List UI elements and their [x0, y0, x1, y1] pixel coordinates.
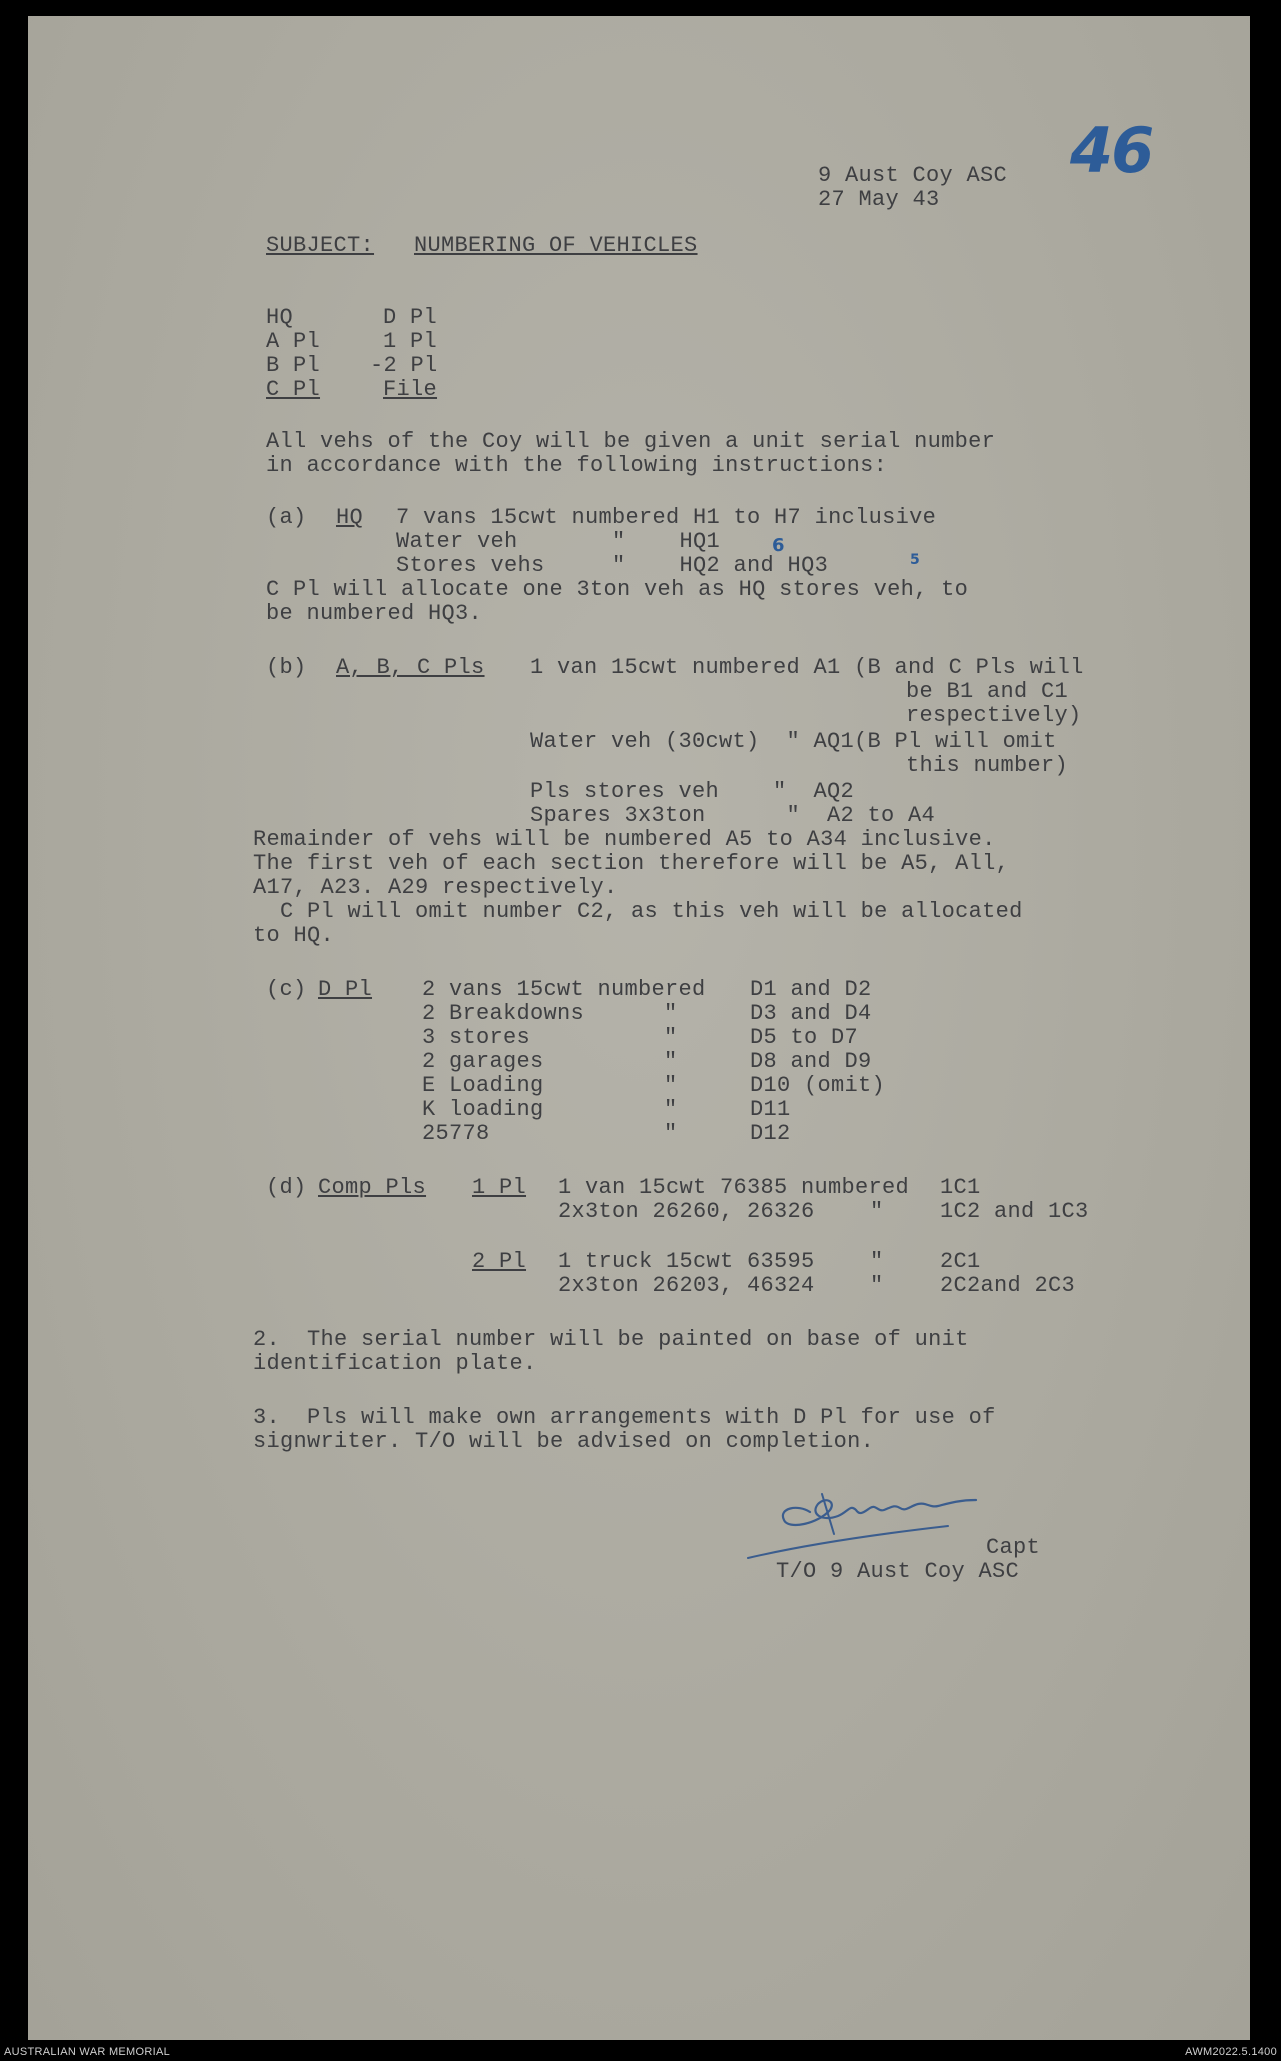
vehicle-item: E Loading [422, 1073, 544, 1098]
section-unit: HQ [336, 505, 364, 530]
distribution-left: C Pl [266, 377, 321, 402]
ditto-mark: " [870, 1199, 884, 1224]
section-note: Remainder of vehs will be numbered A5 to A34 inclusive. [253, 827, 996, 852]
vehicle-serial: D11 [750, 1097, 791, 1122]
vehicle-serial: D10 (omit) [750, 1073, 886, 1098]
vehicle-serial: D3 and D4 [750, 1001, 872, 1026]
section-note: C Pl will omit number C2, as this veh will be allocated [253, 899, 1023, 924]
vehicle-item: 25778 [422, 1121, 490, 1146]
ditto-mark: " [664, 1049, 678, 1074]
section-note: to HQ. [253, 923, 335, 948]
section-marker: (b) [266, 655, 307, 680]
distribution-left: A Pl [266, 329, 321, 354]
ditto-mark: " [664, 1001, 678, 1026]
vehicle-serial: D8 and D9 [750, 1049, 872, 1074]
distribution-left: HQ [266, 305, 294, 330]
ditto-mark: " [664, 1097, 678, 1122]
vehicle-item: 1 van 15cwt 76385 numbered [558, 1175, 910, 1200]
ditto-mark: " [870, 1249, 884, 1274]
vehicle-serial: 1C1 [940, 1175, 981, 1200]
section-line: Stores vehs " HQ2 and HQ3 [396, 553, 829, 578]
vehicle-serial: 2C2and 2C3 [940, 1273, 1076, 1298]
section-note: The first veh of each section therefore will be A5, All, [253, 851, 1010, 876]
paragraph-3: signwriter. T/O will be advised on completion. [253, 1429, 875, 1454]
section-line: be B1 and C1 [906, 679, 1069, 704]
vehicle-item: 3 stores [422, 1025, 531, 1050]
handwritten-correction: 6 [772, 535, 785, 556]
section-line: Spares 3x3ton " A2 to A4 [530, 803, 936, 828]
ditto-mark: " [664, 1025, 678, 1050]
ditto-mark: " [664, 1073, 678, 1098]
vehicle-serial: 2C1 [940, 1249, 981, 1274]
vehicle-item: K loading [422, 1097, 544, 1122]
vehicle-item: 2 garages [422, 1049, 544, 1074]
vehicle-serial: D1 and D2 [750, 977, 872, 1002]
signature-rank: Capt [986, 1535, 1041, 1560]
section-note: C Pl will allocate one 3ton veh as HQ stores veh, to [266, 577, 969, 602]
vehicle-item: 1 truck 15cwt 63595 [558, 1249, 815, 1274]
ditto-mark: " [664, 1121, 678, 1146]
archive-reference: AWM2022.5.1400 [1185, 2046, 1277, 2058]
vehicle-serial: 1C2 and 1C3 [940, 1199, 1089, 1224]
section-marker: (a) [266, 505, 307, 530]
vehicle-item: 2x3ton 26260, 26326 [558, 1199, 815, 1224]
section-unit: D Pl [318, 977, 373, 1002]
paragraph-2: 2. The serial number will be painted on base of unit [253, 1327, 969, 1352]
sender-unit: 9 Aust Coy ASC [818, 163, 1008, 188]
subject-title: NUMBERING OF VEHICLES [414, 233, 698, 258]
archive-label: AUSTRALIAN WAR MEMORIAL [4, 2046, 171, 2058]
vehicle-item: 2 vans 15cwt numbered [422, 977, 706, 1002]
section-marker: (c) [266, 977, 307, 1002]
section-line: Pls stores veh " AQ2 [530, 779, 855, 804]
ditto-mark: " [870, 1273, 884, 1298]
vehicle-serial: D5 to D7 [750, 1025, 859, 1050]
distribution-right: 1 Pl [383, 329, 438, 354]
distribution-left: B Pl [266, 353, 321, 378]
section-unit: A, B, C Pls [336, 655, 485, 680]
subject-label: SUBJECT: [266, 233, 375, 258]
platoon-label: 1 Pl [472, 1175, 527, 1200]
signature-title: T/O 9 Aust Coy ASC [776, 1559, 1020, 1584]
paragraph-3: 3. Pls will make own arrangements with D Pl for use of [253, 1405, 996, 1430]
section-line: Water veh " HQ1 [396, 529, 721, 554]
section-line: respectively) [906, 703, 1082, 728]
section-line: this number) [906, 753, 1069, 778]
vehicle-item: 2 Breakdowns [422, 1001, 585, 1026]
distribution-right: File [383, 377, 438, 402]
section-line: 7 vans 15cwt numbered H1 to H7 inclusive [396, 505, 937, 530]
section-line: Water veh (30cwt) " AQ1(B Pl will omit [530, 729, 1057, 754]
section-marker: (d) [266, 1175, 307, 1200]
section-note: A17, A23. A29 respectively. [253, 875, 618, 900]
intro-line: All vehs of the Coy will be given a unit serial number [266, 429, 996, 454]
document-page [28, 16, 1250, 2040]
distribution-right: D Pl [383, 305, 438, 330]
paragraph-2: identification plate. [253, 1351, 537, 1376]
handwritten-correction: 5 [910, 552, 921, 568]
sender-date: 27 May 43 [818, 187, 940, 212]
platoon-label: 2 Pl [472, 1249, 527, 1274]
intro-line: in accordance with the following instructions: [266, 453, 888, 478]
section-unit: Comp Pls [318, 1175, 427, 1200]
vehicle-item: 2x3ton 26203, 46324 [558, 1273, 815, 1298]
section-note: be numbered HQ3. [266, 601, 483, 626]
distribution-right: -2 Pl [370, 353, 438, 378]
vehicle-serial: D12 [750, 1121, 791, 1146]
section-line: 1 van 15cwt numbered A1 (B and C Pls will [530, 655, 1084, 680]
folio-number: 46 [1070, 114, 1153, 187]
